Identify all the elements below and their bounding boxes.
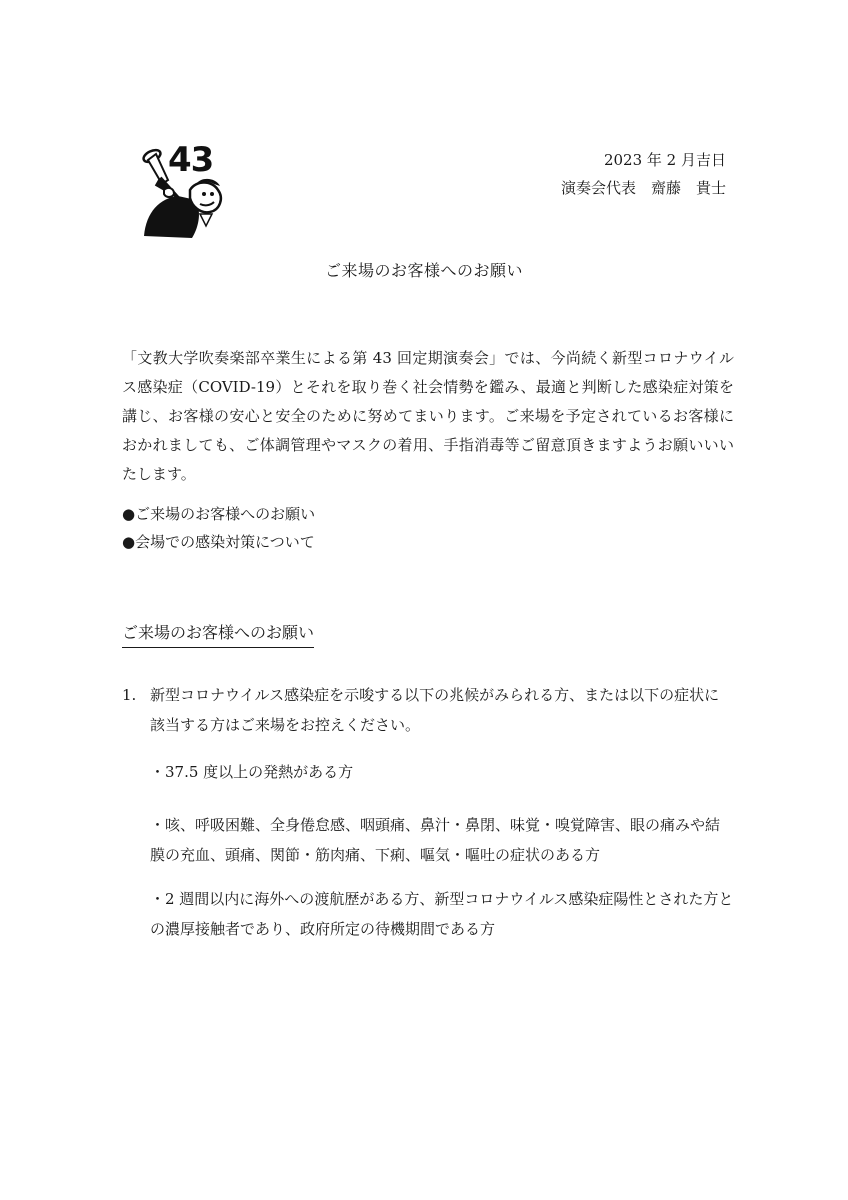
list-item-text: 新型コロナウイルス感染症を示唆する以下の兆候がみられる方、または以下の症状に該当する方はご来場をお控えください。 [150,686,720,734]
document-author: 演奏会代表 齋藤 貴士 [560,179,726,197]
bullet-fever: ・37.5 度以上の発熱がある方 [150,763,354,781]
page-title: ご来場のお客様へのお願い [324,261,523,280]
section-heading: ご来場のお客様へのお願い [122,620,314,648]
document-header [561,146,726,202]
list-item [122,680,734,740]
logo-number: 43 [168,140,214,180]
list-item-number: 1. [122,686,137,704]
toc-item-measures: ●会場での感染対策について [122,533,315,551]
bullet-travel-contact: ・2 週間以内に海外への渡航歴がある方、新型コロナウイルス感染症陽性とされた方との濃厚接触者であり、政府所定の待機期間である方 [150,890,734,938]
table-of-contents [122,500,315,556]
bullet-symptoms: ・咳、呼吸困難、全身倦怠感、咽頭痛、鼻汁・鼻閉、味覚・嗅覚障害、眼の痛みや結膜の充血、頭痛、関節・筋肉痛、下痢、嘔気・嘔吐の症状のある方 [150,816,721,864]
intro-paragraph: 「文教大学吹奏楽部卒業生による第 43 回定期演奏会」では、今尚続く新型コロナウイルス感染症（COVID-19）とそれを取り巻く社会情勢を鑑み、最適と判断した感染症対策を講じ、お客様の安心と安全のために努めてまいります。ご来場を予定されているお客様におかれましても、ご体調管理やマスクの着用、手指消毒等ご留意頂きますようお願いいいたします。 [122,349,734,483]
toc-item-request: ●ご来場のお客様へのお願い [122,505,316,523]
document-date: 2023 年 2 月吉日 [603,151,726,169]
logo-trumpet-player [138,140,230,240]
